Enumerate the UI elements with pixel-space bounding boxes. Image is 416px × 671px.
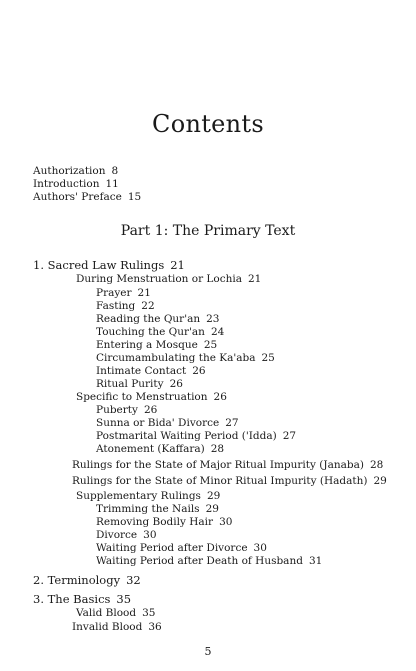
toc-entry-page: 27 <box>282 430 297 442</box>
chapter-label: Sacred Law Rulings <box>47 258 165 272</box>
toc-entry <box>96 313 220 325</box>
toc-entry-label: Prayer <box>96 287 132 299</box>
toc-entry-label: Atonement (Kaffara) <box>96 443 205 455</box>
toc-entry <box>96 339 217 351</box>
toc-entry <box>76 273 261 285</box>
toc-entry-label: Removing Bodily Hair <box>96 516 214 528</box>
toc-entry-page: 26 <box>213 391 227 403</box>
chapter-number: 1. <box>33 258 44 272</box>
toc-entry <box>96 417 239 429</box>
toc-entry-label: Supplementary Rulings <box>76 490 201 502</box>
chapter-label: Terminology <box>47 573 121 587</box>
toc-entry-label: Introduction <box>33 178 100 190</box>
toc-entry <box>96 443 224 455</box>
toc-entry-label: Waiting Period after Divorce <box>96 542 248 554</box>
toc-entry-label: Trimming the Nails <box>96 503 200 515</box>
toc-entry <box>72 475 387 487</box>
toc-entry-label: Authorization <box>33 165 106 177</box>
toc-entry-page: 22 <box>141 300 155 312</box>
toc-entry <box>76 490 220 502</box>
toc-entry-page: 30 <box>253 542 267 554</box>
toc-entry-page: 35 <box>142 607 156 619</box>
toc-chapter <box>33 574 141 587</box>
toc-entry-page: 29 <box>373 475 387 487</box>
toc-entry-label: Valid Blood <box>76 607 137 619</box>
toc-entry <box>76 391 227 403</box>
toc-entry-label: Postmarital Waiting Period ('Idda) <box>96 430 277 442</box>
toc-entry-label: Authors' Preface <box>33 191 122 203</box>
toc-entry-page: 8 <box>111 165 119 177</box>
toc-entry-label: Sunna or Bida' Divorce <box>96 417 220 429</box>
toc-entry-page: 29 <box>205 503 219 515</box>
chapter-number: 3. <box>33 592 44 606</box>
page-number: 5 <box>204 645 212 658</box>
toc-entry-page: 31 <box>308 555 323 567</box>
toc-entry-page: 36 <box>148 621 162 633</box>
chapter-number: 2. <box>33 573 44 587</box>
toc-entry <box>96 378 183 390</box>
toc-entry-page: 26 <box>169 378 183 390</box>
toc-entry <box>72 459 383 471</box>
toc-entry-page: 28 <box>369 459 384 471</box>
chapter-page: 21 <box>170 258 185 272</box>
toc-entry-page: 26 <box>143 404 158 416</box>
chapter-page: 32 <box>126 573 141 587</box>
toc-entry <box>96 300 155 312</box>
toc-entry-label: Intimate Contact <box>96 365 187 377</box>
toc-entry-label: Invalid Blood <box>72 621 143 633</box>
toc-entry <box>96 430 296 442</box>
toc-entry-page: 21 <box>137 287 151 299</box>
toc-entry-label: Entering a Mosque <box>96 339 198 351</box>
toc-entry-label: Reading the Qur'an <box>96 313 201 325</box>
toc-entry-label: Touching the Qur'an <box>96 326 205 338</box>
toc-entry <box>33 165 118 177</box>
toc-entry-page: 21 <box>248 273 262 285</box>
toc-entry-page: 11 <box>105 178 119 190</box>
toc-entry-label: Fasting <box>96 300 136 312</box>
toc-entry <box>96 326 224 338</box>
toc-entry <box>96 503 219 515</box>
toc-entry <box>96 555 322 567</box>
toc-entry <box>96 287 151 299</box>
toc-entry-label: During Menstruation or Lochia <box>76 273 242 285</box>
toc-entry-label: Specific to Menstruation <box>76 391 208 403</box>
toc-entry <box>96 365 206 377</box>
toc-entry-label: Rulings for the State of Major Ritual Impurity (Janaba) <box>72 459 364 471</box>
toc-entry-page: 28 <box>210 443 225 455</box>
toc-entry <box>96 352 275 364</box>
toc-entry-label: Puberty <box>96 404 138 416</box>
toc-entry <box>33 191 141 203</box>
chapter-page: 35 <box>116 592 132 606</box>
toc-entry-page: 15 <box>127 191 142 203</box>
toc-entry-label: Circumambulating the Ka'aba <box>96 352 256 364</box>
toc-entry-page: 30 <box>219 516 233 528</box>
toc-entry-page: 29 <box>206 490 221 502</box>
toc-entry <box>33 178 119 190</box>
toc-entry <box>96 404 157 416</box>
toc-entry-label: Waiting Period after Death of Husband <box>96 555 303 567</box>
toc-entry-page: 25 <box>203 339 218 351</box>
toc-entry <box>96 542 267 554</box>
toc-entry <box>96 529 157 541</box>
page-title: Contents <box>152 110 264 138</box>
toc-chapter <box>33 593 131 606</box>
toc-entry-page: 26 <box>192 365 206 377</box>
toc-chapter <box>33 259 185 272</box>
toc-entry-page: 25 <box>261 352 275 364</box>
toc-entry-label: Divorce <box>96 529 138 541</box>
toc-entry <box>96 516 232 528</box>
toc-entry <box>76 607 155 619</box>
part-title: Part 1: The Primary Text <box>120 223 296 239</box>
toc-entry-page: 27 <box>225 417 239 429</box>
toc-entry-page: 23 <box>206 313 220 325</box>
chapter-label: The Basics <box>47 592 111 606</box>
toc-entry-page: 24 <box>210 326 225 338</box>
toc-entry-page: 30 <box>143 529 157 541</box>
toc-entry-label: Rulings for the State of Minor Ritual Impurity (Hadath) <box>72 475 368 487</box>
toc-entry <box>72 621 162 633</box>
toc-entry-label: Ritual Purity <box>96 378 164 390</box>
